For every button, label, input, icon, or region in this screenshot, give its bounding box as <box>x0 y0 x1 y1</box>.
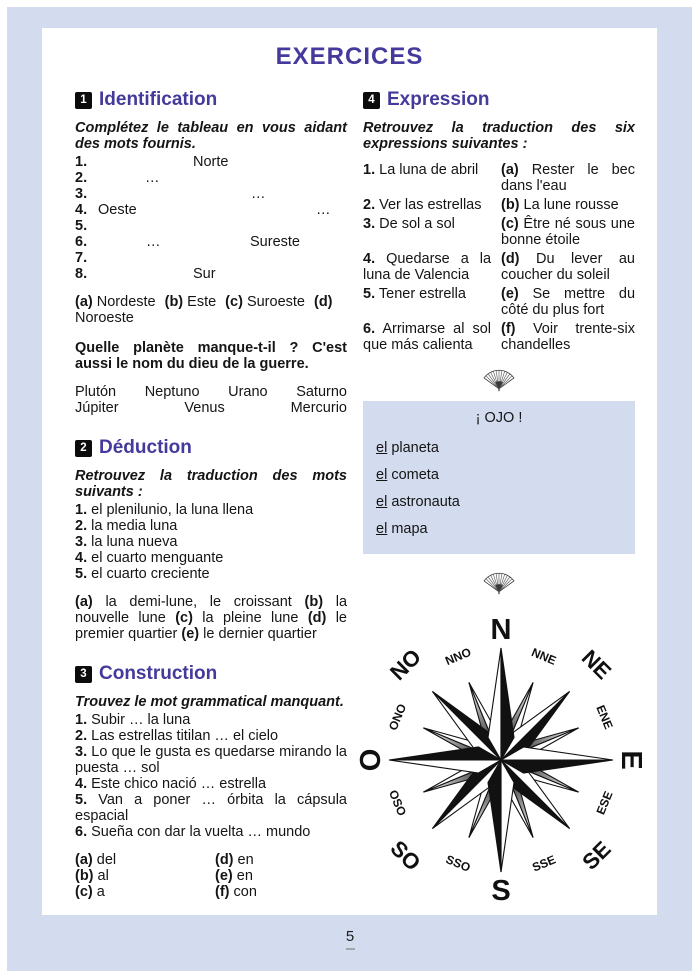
section-1-instruction: Complétez le tableau en vous aidant des mots fournis. <box>75 120 347 152</box>
table-row: 1. Norte <box>75 154 229 170</box>
table-cell: … <box>146 234 161 250</box>
vocab-item: el cometa <box>376 467 439 483</box>
answer-option: (e) en <box>215 868 253 884</box>
matching-spanish-item: 5. Tener estrella <box>363 286 466 302</box>
planet-word: Urano <box>228 384 268 400</box>
planet-row <box>75 384 347 400</box>
planet-word: Plutón <box>75 384 117 400</box>
table-row: 2. … <box>75 170 160 186</box>
paper <box>42 28 657 915</box>
answer-option: (b) al <box>75 868 109 884</box>
compass-label-ene: ENE <box>593 703 616 732</box>
fan-icon <box>482 363 516 393</box>
answer-option: (c) Suroeste <box>225 294 305 310</box>
compass-label-nno: NNO <box>443 644 474 669</box>
list-item: 5. el cuarto creciente <box>75 566 210 582</box>
compass-label-se: SE <box>577 836 616 875</box>
list-item: 5. Van a poner … órbita la cápsula espacial <box>75 792 347 824</box>
compass-label-ese: ESE <box>593 789 616 817</box>
table-row: 3. … <box>75 186 266 202</box>
answers-column <box>75 852 215 900</box>
planet-row <box>75 400 347 416</box>
list-item: 2. la media luna <box>75 518 178 534</box>
compass-label-no: NO <box>384 643 427 686</box>
planet-word: Mercurio <box>290 400 347 416</box>
list-item: 4. el cuarto menguante <box>75 550 224 566</box>
section-2-badge: 2 <box>75 440 92 457</box>
list-item: 1. el plenilunio, la luna llena <box>75 502 254 518</box>
matching-spanish-item: 3. De sol a sol <box>363 216 455 232</box>
table-cell: … <box>251 186 266 202</box>
fan-icon <box>482 566 516 596</box>
vocab-item: el mapa <box>376 521 428 537</box>
answer-option: (d) en <box>215 852 254 868</box>
matching-spanish-item: 4. Quedarse a la luna de Valencia <box>363 251 492 283</box>
section-3-heading <box>75 664 347 684</box>
compass-label-so: SO <box>385 835 426 876</box>
fan-decoration <box>363 363 635 395</box>
table-cell: … <box>145 170 160 186</box>
page-number: 5 <box>0 928 700 950</box>
section-2-answers <box>75 594 347 642</box>
section-1-badge: 1 <box>75 92 92 109</box>
compass-label-s: S <box>491 875 511 907</box>
compass-label-e: E <box>615 750 647 770</box>
planet-word: Neptuno <box>144 384 200 400</box>
answers-column <box>215 852 347 900</box>
compass-label-ne: NE <box>576 644 617 685</box>
compass-label-sse: SSE <box>530 852 558 875</box>
table-cell: Norte <box>193 154 229 170</box>
answer-option: (a) del <box>75 852 117 868</box>
table-row: 5. <box>75 218 88 234</box>
table-cell: Sur <box>193 266 216 282</box>
right-column <box>355 89 647 910</box>
section-2-title: Déduction <box>99 437 192 458</box>
answer-option: (b) la nouvelle lune <box>75 594 348 626</box>
table-cell: Oeste <box>98 202 137 218</box>
list-item: 4. Este chico nació … estrella <box>75 776 267 792</box>
section-1-heading <box>75 90 347 110</box>
matching-spanish-item: 2. Ver las estrellas <box>363 197 482 213</box>
compass-label-sso: SSO <box>443 852 473 875</box>
section-3-title: Construction <box>99 663 218 684</box>
vocab-item: el planeta <box>376 440 439 456</box>
section-1-answers <box>75 294 347 326</box>
section-3-instruction: Trouvez le mot grammatical manquant. <box>75 694 344 710</box>
planet-word: Venus <box>184 400 225 416</box>
fan-decoration <box>363 566 635 598</box>
table-cell: Sureste <box>250 234 300 250</box>
matching-spanish-item: 6. Arrimarse al sol que más calienta <box>363 321 491 353</box>
answer-option: (d) le premier quartier <box>75 610 347 642</box>
section-3-answers <box>75 852 347 900</box>
table-row: 4. Oeste … <box>75 202 331 218</box>
left-column <box>75 90 347 900</box>
table-cell: … <box>316 202 331 218</box>
section-2-list <box>75 502 347 582</box>
compass-label-ono: ONO <box>385 701 410 733</box>
list-item: 2. Las estrellas titilan … el cielo <box>75 728 279 744</box>
section-2-heading <box>75 438 347 458</box>
matching-french-item: (b) La lune rousse <box>501 197 619 213</box>
list-item: 6. Sueña con dar la vuelta … mundo <box>75 824 311 840</box>
section-3-badge: 3 <box>75 666 92 683</box>
section-4-instruction: Retrouvez la traduction des six expressions suivantes : <box>363 120 635 152</box>
answer-option: (c) a <box>75 884 105 900</box>
compass-table <box>75 154 347 282</box>
page-number-rule <box>346 948 355 950</box>
answer-option: (a) Nordeste <box>75 294 156 310</box>
list-item: 3. Lo que le gusta es quedarse mirando la puesta … sol <box>75 744 347 776</box>
section-4-heading <box>363 90 635 110</box>
compass-label-n: N <box>490 614 512 646</box>
compass-rose <box>351 610 651 910</box>
planet-word: Júpiter <box>75 400 119 416</box>
compass-figure <box>351 610 651 910</box>
matching-french-item: (f) Voir trente-six chandelles <box>501 321 635 353</box>
matching-french-item: (d) Du lever au coucher du soleil <box>501 251 635 283</box>
table-row: 8. Sur <box>75 266 216 282</box>
section-1-title: Identification <box>99 89 218 110</box>
section-4-title: Expression <box>387 89 490 110</box>
compass-label-nne: NNE <box>529 645 559 668</box>
table-row: 6. … Sureste <box>75 234 300 250</box>
vocab-item: el astronauta <box>376 494 460 510</box>
compass-label-oso: OSO <box>385 787 410 818</box>
matching-spanish-item: 1. La luna de abril <box>363 162 479 178</box>
matching-french-item: (a) Rester le bec dans l'eau <box>501 162 635 194</box>
ojo-box <box>363 401 635 554</box>
planet-word-bank <box>75 384 347 416</box>
answer-option: (e) le dernier quartier <box>181 626 317 642</box>
matching-french-item: (e) Se mettre du côté du plus fort <box>501 286 636 318</box>
matching-exercise <box>363 162 635 353</box>
answer-option: (c) la pleine lune <box>175 610 299 626</box>
list-item: 3. la luna nueva <box>75 534 178 550</box>
section-3-list <box>75 712 347 840</box>
planet-word: Saturno <box>296 384 347 400</box>
section-2-instruction: Retrouvez la traduction des mots suivants : <box>75 468 347 500</box>
compass-label-o: O <box>355 748 387 772</box>
table-row: 7. <box>75 250 88 266</box>
planet-question: Quelle planète manque-t-il ? C'est aussi le nom du dieu de la guerre. <box>75 340 347 372</box>
answer-option: (f) con <box>215 884 257 900</box>
answer-option: (b) Este <box>164 294 217 310</box>
answer-option: (a) la demi-lune, le croissant <box>75 594 292 610</box>
answer-option: (d) Noroeste <box>75 294 333 326</box>
matching-french-item: (c) Être né sous une bonne étoile <box>501 216 635 248</box>
list-item: 1. Subir … la luna <box>75 712 191 728</box>
ojo-title: ¡ OJO ! <box>475 410 523 426</box>
page-title: EXERCICES <box>275 43 424 70</box>
section-4-badge: 4 <box>363 92 380 109</box>
